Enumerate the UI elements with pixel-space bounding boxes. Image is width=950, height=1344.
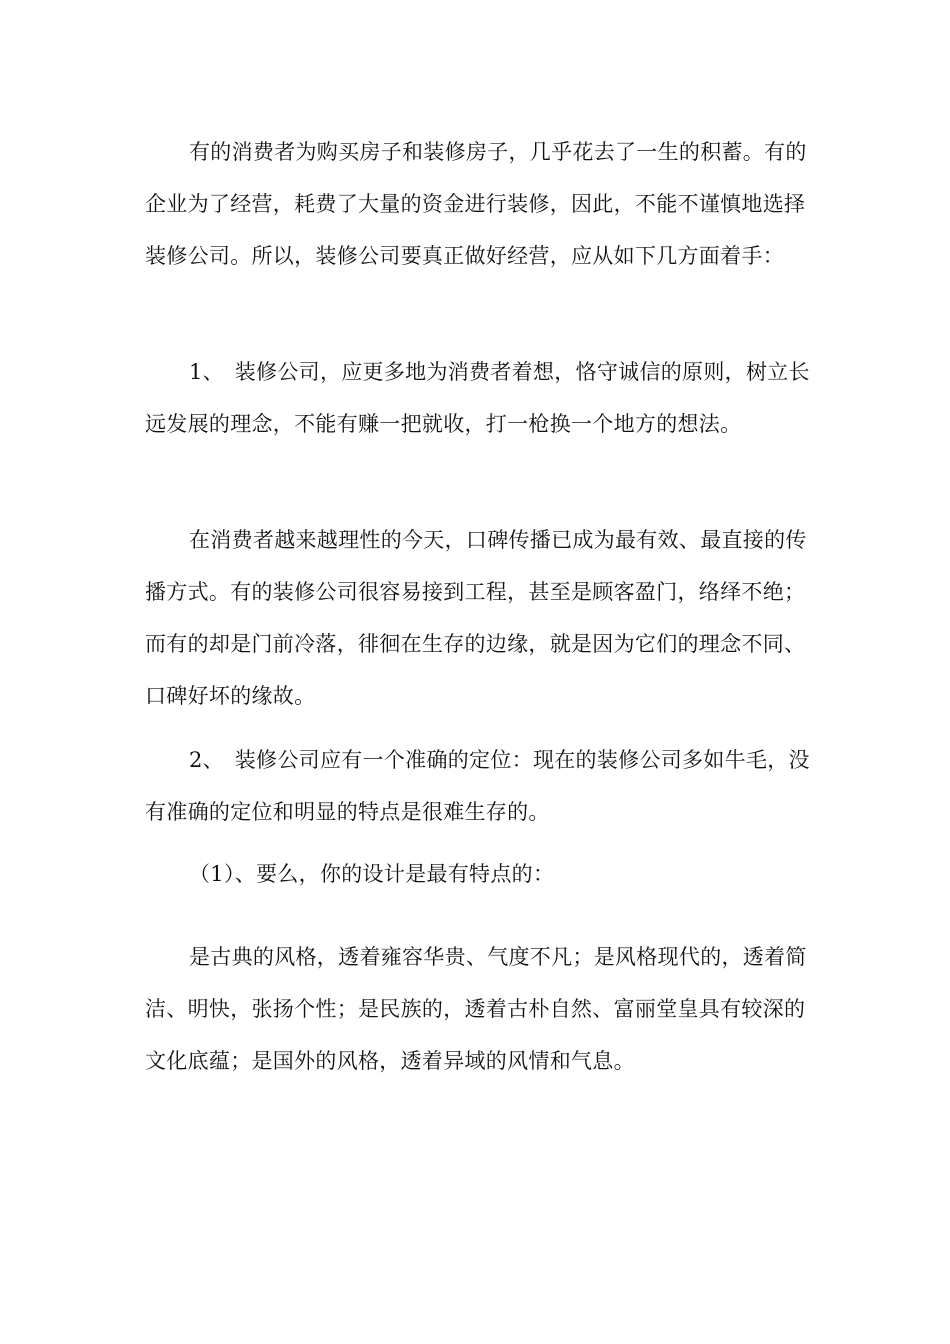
paragraph-intro: 有的消费者为购买房子和装修房子，几乎花去了一生的积蓄。有的企业为了经营，耗费了大量的资金进行装修，因此，不能不谨慎地选择装修公司。所以，装修公司要真正做好经营，应从如下几方面着手： (145, 140, 807, 268)
paragraph-word-of-mouth: 在消费者越来越理性的今天，口碑传播已成为最有效、最直接的传播方式。有的装修公司很容易接到工程，甚至是顾客盈门，络绎不绝；而有的却是门前冷落，徘徊在生存的边缘，就是因为它们的理念不同、口碑好坏的缘故。 (145, 528, 807, 708)
paragraph-point-2: 2、 装修公司应有一个准确的定位：现在的装修公司多如牛毛，没有准确的定位和明显的特点是很难生存的。 (145, 748, 810, 824)
paragraph-subpoint-1: （1）、要么，你的设计是最有特点的： (189, 862, 555, 886)
paragraph-point-1: 1、 装修公司，应更多地为消费者着想，恪守诚信的原则，树立长远发展的理念，不能有赚一把就收，打一枪换一个地方的想法。 (145, 360, 810, 436)
paragraph-design-styles: 是古典的风格，透着雍容华贵、气度不凡；是风格现代的，透着简洁、明快，张扬个性；是民族的，透着古朴自然、富丽堂皇具有较深的文化底蕴；是国外的风格，透着异域的风情和气息。 (145, 945, 807, 1073)
